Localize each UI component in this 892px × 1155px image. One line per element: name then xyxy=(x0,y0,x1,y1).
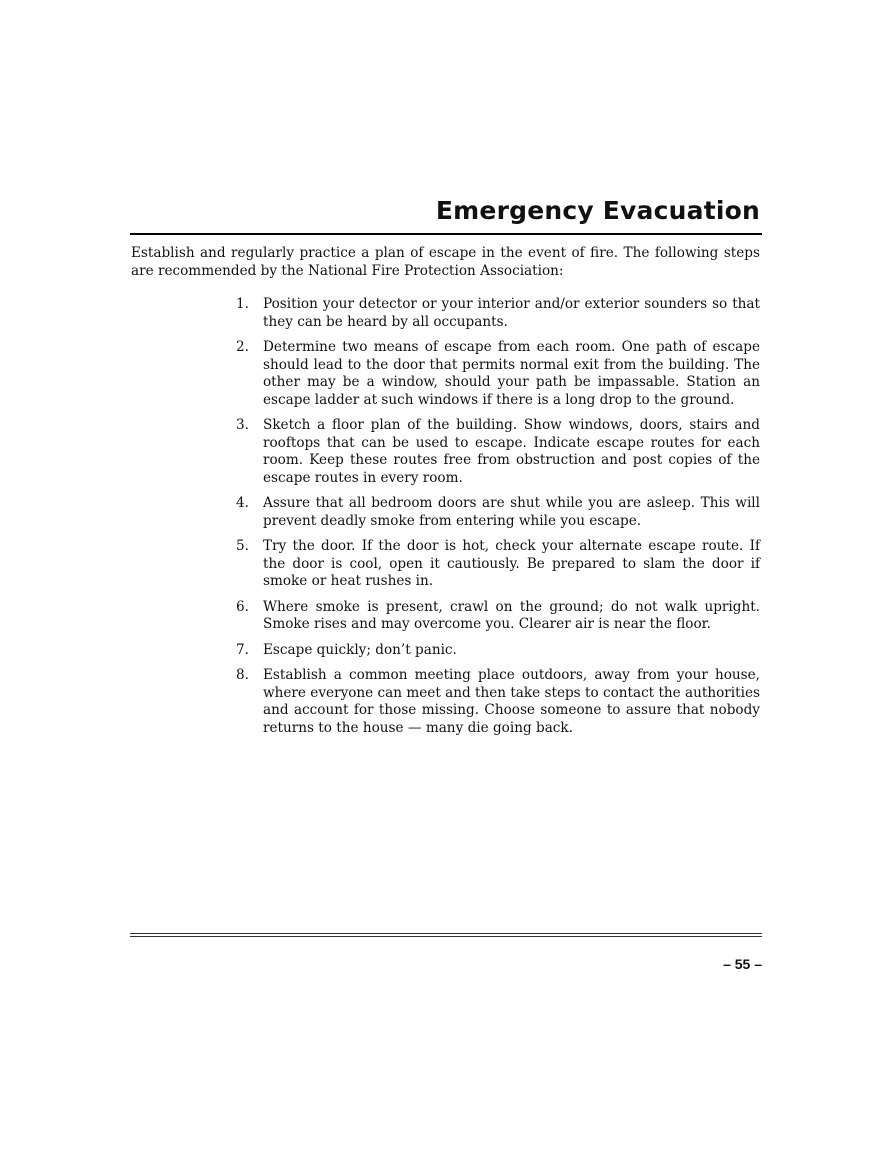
step-number: 4. xyxy=(236,495,249,511)
step-number: 5. xyxy=(236,538,249,554)
evacuation-steps-list xyxy=(236,296,760,745)
list-item xyxy=(236,495,760,530)
step-text: Sketch a floor plan of the building. Show windows, doors, stairs and rooftops that can be used to escape. Indicate escape routes for each room. Keep these routes free from obstruction and post copies of the escape routes in every room. xyxy=(263,417,760,486)
step-number: 3. xyxy=(236,417,249,433)
step-number: 7. xyxy=(236,641,249,658)
page-title: Emergency Evacuation xyxy=(435,196,760,225)
step-text: Escape quickly; don’t panic. xyxy=(263,641,457,658)
list-item xyxy=(236,667,760,737)
step-text: Try the door. If the door is hot, check your alternate escape route. If the door is cool, open it cautiously. Be prepared to slam the door if smoke or heat rushes in. xyxy=(263,538,760,589)
list-item xyxy=(236,538,760,591)
step-text: Assure that all bedroom doors are shut while you are asleep. This will prevent deadly smoke from entering while you escape. xyxy=(263,495,760,529)
footer-divider xyxy=(130,933,762,937)
step-text: Where smoke is present, crawl on the ground; do not walk upright. Smoke rises and may overcome you. Clearer air is near the floor. xyxy=(263,598,760,632)
list-item xyxy=(236,296,760,331)
step-text: Establish a common meeting place outdoors, away from your house, where everyone can meet and then take steps to contact the authorities and account for those missing. Choose someone to assure that nobody returns to the house — many die going back. xyxy=(263,667,760,736)
list-item xyxy=(236,339,760,409)
list-item xyxy=(236,599,760,634)
title-underline xyxy=(130,233,762,235)
page-number: – 55 – xyxy=(723,956,762,972)
step-number: 2. xyxy=(236,339,249,355)
step-text: Position your detector or your interior and/or exterior sounders so that they can be heard by all occupants. xyxy=(263,296,760,330)
intro-paragraph: Establish and regularly practice a plan of escape in the event of fire. The following steps are recommended by the National Fire Protection Association: xyxy=(131,245,760,279)
step-number: 6. xyxy=(236,598,249,615)
step-text: Determine two means of escape from each room. One path of escape should lead to the door that permits normal exit from the building. The other may be a window, should your path be impassable. Station an escape ladder at such windows if there is a long drop to the ground. xyxy=(263,339,760,408)
list-item xyxy=(236,642,760,660)
list-item xyxy=(236,417,760,487)
step-number: 8. xyxy=(236,667,249,683)
step-number: 1. xyxy=(236,296,249,312)
